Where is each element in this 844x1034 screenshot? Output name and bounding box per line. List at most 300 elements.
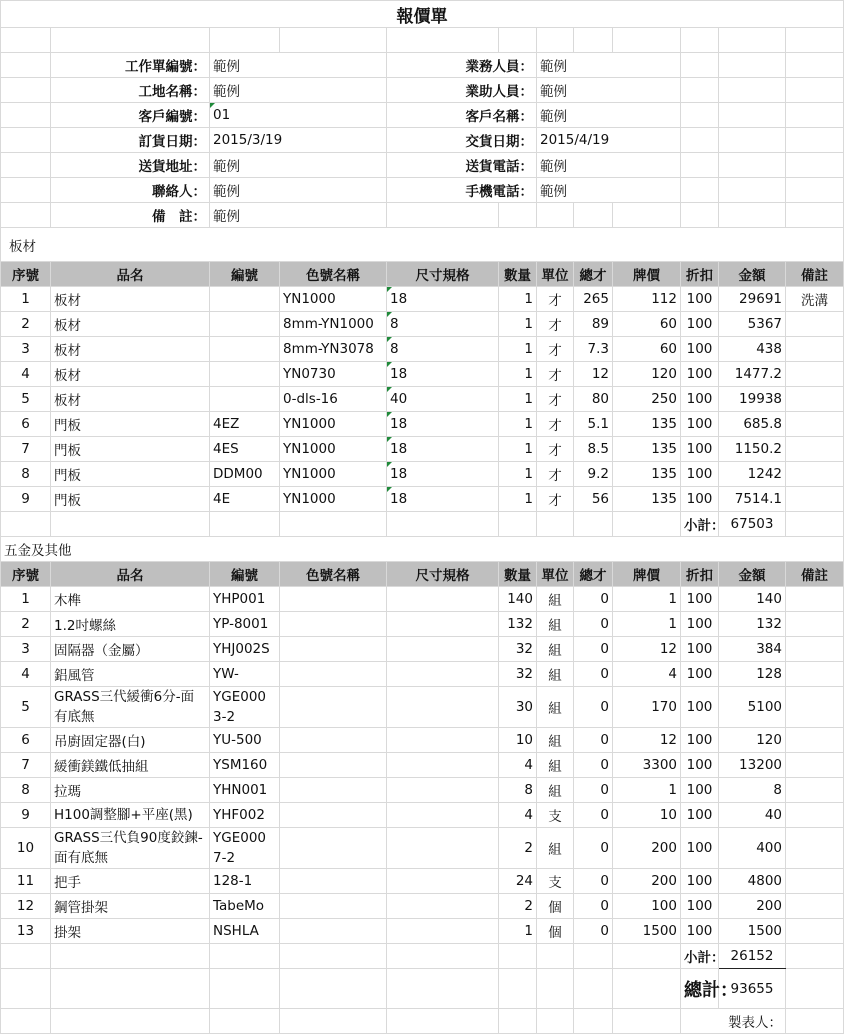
- table-row: [1, 387, 844, 412]
- cell-list-price[interactable]: 3300: [613, 753, 681, 778]
- cell-color[interactable]: [280, 919, 387, 944]
- cell-code[interactable]: YGE000 3-2: [210, 687, 280, 728]
- cell-unit[interactable]: 組: [537, 612, 574, 637]
- cell-list-price[interactable]: 60: [613, 312, 681, 337]
- cell-code[interactable]: TabeMo: [210, 894, 280, 919]
- cell-discount[interactable]: 100: [681, 662, 719, 687]
- cell-list-price[interactable]: 12: [613, 728, 681, 753]
- cell-qty[interactable]: 1: [499, 387, 537, 412]
- cell-discount[interactable]: 100: [681, 919, 719, 944]
- hardware-section-title: 五金及其他: [1, 537, 844, 562]
- mobile-value[interactable]: 範例: [537, 178, 681, 203]
- cell-code[interactable]: YGE000 7-2: [210, 828, 280, 869]
- cell-amount[interactable]: 40: [719, 803, 786, 828]
- cell-note[interactable]: [786, 919, 844, 944]
- cell-qty[interactable]: 140: [499, 587, 537, 612]
- cell-index[interactable]: 1: [1, 587, 51, 612]
- cell-color[interactable]: [280, 687, 387, 728]
- cell-discount[interactable]: 100: [681, 869, 719, 894]
- column-header-qty: 數量: [499, 562, 537, 587]
- column-header-index: 序號: [1, 262, 51, 287]
- cell-note[interactable]: [786, 412, 844, 437]
- cell-name[interactable]: 板材: [51, 337, 210, 362]
- cell-unit[interactable]: 才: [537, 487, 574, 512]
- cell-note[interactable]: [786, 387, 844, 412]
- cell-qty[interactable]: 8: [499, 778, 537, 803]
- cell-list-price[interactable]: 112: [613, 287, 681, 312]
- work-order-label: 工作單編號：: [51, 53, 210, 78]
- cell-code[interactable]: [210, 337, 280, 362]
- cell-note[interactable]: [786, 869, 844, 894]
- cell-amount[interactable]: 128: [719, 662, 786, 687]
- cell-area[interactable]: 0: [574, 587, 613, 612]
- cell-discount[interactable]: 100: [681, 637, 719, 662]
- cell-area[interactable]: 12: [574, 362, 613, 387]
- cell-size[interactable]: 40: [387, 387, 499, 412]
- cell-discount[interactable]: 100: [681, 612, 719, 637]
- cell-area[interactable]: 5.1: [574, 412, 613, 437]
- cell-list-price[interactable]: 4: [613, 662, 681, 687]
- cell-note[interactable]: [786, 778, 844, 803]
- cell-note[interactable]: [786, 462, 844, 487]
- cell-size[interactable]: 18: [387, 462, 499, 487]
- cell-note[interactable]: [786, 487, 844, 512]
- cell-qty[interactable]: 10: [499, 728, 537, 753]
- cell-area[interactable]: 0: [574, 753, 613, 778]
- cell-discount[interactable]: 100: [681, 778, 719, 803]
- cell-area[interactable]: 80: [574, 387, 613, 412]
- cell-name[interactable]: 門板: [51, 437, 210, 462]
- cell-qty[interactable]: 24: [499, 869, 537, 894]
- cell-note[interactable]: [786, 828, 844, 869]
- cell-name[interactable]: H100調整腳+平座(黑): [51, 803, 210, 828]
- cell-discount[interactable]: 100: [681, 437, 719, 462]
- column-header-qty: 數量: [499, 262, 537, 287]
- cell-name[interactable]: 板材: [51, 362, 210, 387]
- cell-amount[interactable]: 1500: [719, 919, 786, 944]
- cell-note[interactable]: [786, 728, 844, 753]
- cell-discount[interactable]: 100: [681, 487, 719, 512]
- cell-color[interactable]: YN1000: [280, 287, 387, 312]
- cell-unit[interactable]: 組: [537, 753, 574, 778]
- cell-list-price[interactable]: 10: [613, 803, 681, 828]
- cell-list-price[interactable]: 120: [613, 362, 681, 387]
- cell-index[interactable]: 12: [1, 894, 51, 919]
- cell-name[interactable]: 把手: [51, 869, 210, 894]
- cell-discount[interactable]: 100: [681, 462, 719, 487]
- address-value[interactable]: 範例: [210, 153, 387, 178]
- cell-amount[interactable]: 438: [719, 337, 786, 362]
- cell-size[interactable]: [387, 869, 499, 894]
- cell-amount[interactable]: 1150.2: [719, 437, 786, 462]
- table-row: [1, 412, 844, 437]
- cell-unit[interactable]: 才: [537, 387, 574, 412]
- cell-discount[interactable]: 100: [681, 287, 719, 312]
- cell-note[interactable]: 洗溝: [786, 287, 844, 312]
- cell-color[interactable]: 8mm-YN3078: [280, 337, 387, 362]
- cell-note[interactable]: [786, 362, 844, 387]
- cell-discount[interactable]: 100: [681, 312, 719, 337]
- order-date-value[interactable]: 2015/3/19: [210, 128, 387, 153]
- cell-unit[interactable]: 組: [537, 687, 574, 728]
- cell-unit[interactable]: 才: [537, 287, 574, 312]
- cell-list-price[interactable]: 200: [613, 828, 681, 869]
- cell-unit[interactable]: 才: [537, 437, 574, 462]
- cell-amount[interactable]: 8: [719, 778, 786, 803]
- cell-qty[interactable]: 1: [499, 412, 537, 437]
- cell-size[interactable]: [387, 637, 499, 662]
- cell-index[interactable]: 5: [1, 687, 51, 728]
- table-row: [1, 337, 844, 362]
- cell-qty[interactable]: 1: [499, 437, 537, 462]
- cell-color[interactable]: [280, 728, 387, 753]
- cell-amount[interactable]: 13200: [719, 753, 786, 778]
- cell-area[interactable]: 7.3: [574, 337, 613, 362]
- cell-code[interactable]: YHF002: [210, 803, 280, 828]
- cell-amount[interactable]: 29691: [719, 287, 786, 312]
- cell-name[interactable]: GRASS三代緩衝6分-面有底無: [51, 687, 210, 728]
- maker-value[interactable]: [786, 1009, 844, 1034]
- cell-name[interactable]: 固隔器（金屬）: [51, 637, 210, 662]
- cell-name[interactable]: 緩衝鎂鐵低抽組: [51, 753, 210, 778]
- cell-color[interactable]: [280, 869, 387, 894]
- cell-qty[interactable]: 32: [499, 637, 537, 662]
- cell-discount[interactable]: 100: [681, 753, 719, 778]
- cell-size[interactable]: [387, 919, 499, 944]
- cell-discount[interactable]: 100: [681, 387, 719, 412]
- cell-unit[interactable]: 組: [537, 778, 574, 803]
- cell-index[interactable]: 8: [1, 778, 51, 803]
- cell-name[interactable]: GRASS三代負90度鉸鍊-面有底無: [51, 828, 210, 869]
- cell-size[interactable]: [387, 803, 499, 828]
- cell-area[interactable]: 8.5: [574, 437, 613, 462]
- cell-index[interactable]: 6: [1, 728, 51, 753]
- cell-amount[interactable]: 200: [719, 894, 786, 919]
- cell-code[interactable]: 4E: [210, 487, 280, 512]
- cell-name[interactable]: 1.2吋螺絲: [51, 612, 210, 637]
- cell-size[interactable]: [387, 778, 499, 803]
- cell-name[interactable]: 門板: [51, 487, 210, 512]
- cell-code[interactable]: [210, 362, 280, 387]
- cell-index[interactable]: 6: [1, 412, 51, 437]
- cell-code[interactable]: YU-500: [210, 728, 280, 753]
- cell-area[interactable]: 0: [574, 894, 613, 919]
- info-row-6: [1, 178, 844, 203]
- cell-list-price[interactable]: 250: [613, 387, 681, 412]
- cell-name[interactable]: 板材: [51, 287, 210, 312]
- cell-color[interactable]: YN1000: [280, 412, 387, 437]
- cell-size[interactable]: 8: [387, 337, 499, 362]
- contact-label: 聯絡人：: [51, 178, 210, 203]
- cell-color[interactable]: YN1000: [280, 462, 387, 487]
- cell-index[interactable]: 5: [1, 387, 51, 412]
- cell-list-price[interactable]: 60: [613, 337, 681, 362]
- cell-code[interactable]: YW-: [210, 662, 280, 687]
- cell-discount[interactable]: 100: [681, 412, 719, 437]
- cell-index[interactable]: 1: [1, 287, 51, 312]
- cell-color[interactable]: [280, 753, 387, 778]
- cell-size[interactable]: [387, 728, 499, 753]
- cell-name[interactable]: 吊廚固定器(白): [51, 728, 210, 753]
- cell-name[interactable]: 門板: [51, 462, 210, 487]
- cell-amount[interactable]: 120: [719, 728, 786, 753]
- cell-area[interactable]: 0: [574, 803, 613, 828]
- cell-index[interactable]: 10: [1, 828, 51, 869]
- cell-index[interactable]: 8: [1, 462, 51, 487]
- cell-size[interactable]: 18: [387, 287, 499, 312]
- cell-index[interactable]: 3: [1, 337, 51, 362]
- cell-color[interactable]: YN0730: [280, 362, 387, 387]
- cell-index[interactable]: 9: [1, 803, 51, 828]
- cell-qty[interactable]: 2: [499, 828, 537, 869]
- cell-index[interactable]: 7: [1, 753, 51, 778]
- cell-color[interactable]: [280, 637, 387, 662]
- table-row: [1, 362, 844, 387]
- cell-note[interactable]: [786, 687, 844, 728]
- total-row: [1, 969, 844, 1009]
- cell-index[interactable]: 3: [1, 637, 51, 662]
- note-value[interactable]: 範例: [210, 203, 387, 228]
- cell-code[interactable]: YHJ002S: [210, 637, 280, 662]
- info-row-2: [1, 78, 844, 103]
- cell-name[interactable]: 門板: [51, 412, 210, 437]
- table-row: [1, 462, 844, 487]
- cell-name[interactable]: 鋁風管: [51, 662, 210, 687]
- cell-note[interactable]: [786, 803, 844, 828]
- cell-unit[interactable]: 才: [537, 337, 574, 362]
- cell-color[interactable]: [280, 828, 387, 869]
- cell-size[interactable]: [387, 612, 499, 637]
- cell-code[interactable]: NSHLA: [210, 919, 280, 944]
- cell-area[interactable]: 9.2: [574, 462, 613, 487]
- cell-code[interactable]: [210, 312, 280, 337]
- site-value[interactable]: 範例: [210, 78, 387, 103]
- cell-unit[interactable]: 組: [537, 662, 574, 687]
- cell-qty[interactable]: 1: [499, 312, 537, 337]
- cell-area[interactable]: 0: [574, 687, 613, 728]
- cell-qty[interactable]: 4: [499, 803, 537, 828]
- cell-list-price[interactable]: 135: [613, 437, 681, 462]
- cell-note[interactable]: [786, 662, 844, 687]
- cell-unit[interactable]: 個: [537, 919, 574, 944]
- cell-discount[interactable]: 100: [681, 728, 719, 753]
- cell-area[interactable]: 89: [574, 312, 613, 337]
- cell-index[interactable]: 11: [1, 869, 51, 894]
- cell-size[interactable]: [387, 662, 499, 687]
- cell-area[interactable]: 0: [574, 612, 613, 637]
- cell-note[interactable]: [786, 587, 844, 612]
- cell-note[interactable]: [786, 437, 844, 462]
- cell-color[interactable]: [280, 803, 387, 828]
- cell-discount[interactable]: 100: [681, 803, 719, 828]
- table-row: [1, 662, 844, 687]
- cell-area[interactable]: 0: [574, 728, 613, 753]
- cell-note[interactable]: [786, 753, 844, 778]
- assistant-label: 業助人員：: [387, 78, 537, 103]
- cell-size[interactable]: 18: [387, 437, 499, 462]
- cell-list-price[interactable]: 135: [613, 412, 681, 437]
- cell-qty[interactable]: 32: [499, 662, 537, 687]
- cell-amount[interactable]: 5367: [719, 312, 786, 337]
- cell-code[interactable]: YP-8001: [210, 612, 280, 637]
- cell-list-price[interactable]: 200: [613, 869, 681, 894]
- table-row: [1, 687, 844, 728]
- cell-area[interactable]: 56: [574, 487, 613, 512]
- cell-name[interactable]: 鋼管掛架: [51, 894, 210, 919]
- cell-index[interactable]: 7: [1, 437, 51, 462]
- cell-discount[interactable]: 100: [681, 828, 719, 869]
- assistant-value[interactable]: 範例: [537, 78, 681, 103]
- cell-code[interactable]: YHP001: [210, 587, 280, 612]
- cell-code[interactable]: YSM160: [210, 753, 280, 778]
- cell-name[interactable]: 板材: [51, 312, 210, 337]
- cell-color[interactable]: YN1000: [280, 487, 387, 512]
- cell-size[interactable]: [387, 753, 499, 778]
- cell-amount[interactable]: 384: [719, 637, 786, 662]
- cell-index[interactable]: 13: [1, 919, 51, 944]
- cell-name[interactable]: 拉瑪: [51, 778, 210, 803]
- cell-color[interactable]: [280, 587, 387, 612]
- delivery-date-value[interactable]: 2015/4/19: [537, 128, 681, 153]
- cell-amount[interactable]: 7514.1: [719, 487, 786, 512]
- cell-unit[interactable]: 支: [537, 803, 574, 828]
- cell-unit[interactable]: 組: [537, 728, 574, 753]
- cell-list-price[interactable]: 135: [613, 487, 681, 512]
- cell-discount[interactable]: 100: [681, 687, 719, 728]
- cell-unit[interactable]: 才: [537, 412, 574, 437]
- cell-unit[interactable]: 才: [537, 312, 574, 337]
- cell-unit[interactable]: 組: [537, 828, 574, 869]
- cell-index[interactable]: 2: [1, 312, 51, 337]
- column-header-unit: 單位: [537, 262, 574, 287]
- cell-list-price[interactable]: 1: [613, 778, 681, 803]
- cell-list-price[interactable]: 1500: [613, 919, 681, 944]
- cell-amount[interactable]: 132: [719, 612, 786, 637]
- cell-code[interactable]: [210, 287, 280, 312]
- table-row: [1, 637, 844, 662]
- cell-amount[interactable]: 1242: [719, 462, 786, 487]
- cell-amount[interactable]: 140: [719, 587, 786, 612]
- cell-color[interactable]: [280, 612, 387, 637]
- cell-discount[interactable]: 100: [681, 894, 719, 919]
- cell-qty[interactable]: 1: [499, 919, 537, 944]
- cell-area[interactable]: 0: [574, 662, 613, 687]
- cell-size[interactable]: [387, 687, 499, 728]
- cell-code[interactable]: 128-1: [210, 869, 280, 894]
- cell-amount[interactable]: 1477.2: [719, 362, 786, 387]
- cell-unit[interactable]: 才: [537, 362, 574, 387]
- cell-discount[interactable]: 100: [681, 337, 719, 362]
- cell-color[interactable]: [280, 894, 387, 919]
- cell-list-price[interactable]: 135: [613, 462, 681, 487]
- cell-code[interactable]: YHN001: [210, 778, 280, 803]
- cell-size[interactable]: [387, 828, 499, 869]
- cell-list-price[interactable]: 12: [613, 637, 681, 662]
- cell-amount[interactable]: 400: [719, 828, 786, 869]
- cell-amount[interactable]: 4800: [719, 869, 786, 894]
- cell-code[interactable]: 4EZ: [210, 412, 280, 437]
- cell-list-price[interactable]: 1: [613, 587, 681, 612]
- cell-note[interactable]: [786, 312, 844, 337]
- cell-size[interactable]: 18: [387, 487, 499, 512]
- cell-name[interactable]: 板材: [51, 387, 210, 412]
- cell-qty[interactable]: 30: [499, 687, 537, 728]
- cell-index[interactable]: 4: [1, 362, 51, 387]
- cell-size[interactable]: 8: [387, 312, 499, 337]
- cell-qty[interactable]: 1: [499, 337, 537, 362]
- client-no-value[interactable]: 01: [210, 103, 387, 128]
- cell-area[interactable]: 0: [574, 778, 613, 803]
- cell-index[interactable]: 9: [1, 487, 51, 512]
- cell-note[interactable]: [786, 612, 844, 637]
- contact-value[interactable]: 範例: [210, 178, 387, 203]
- work-order-value[interactable]: 範例: [210, 53, 387, 78]
- cell-amount[interactable]: 5100: [719, 687, 786, 728]
- cell-unit[interactable]: 個: [537, 894, 574, 919]
- cell-area[interactable]: 0: [574, 869, 613, 894]
- cell-size[interactable]: 18: [387, 362, 499, 387]
- cell-code[interactable]: 4ES: [210, 437, 280, 462]
- cell-color[interactable]: YN1000: [280, 437, 387, 462]
- table-row: [1, 287, 844, 312]
- cell-code[interactable]: DDM00: [210, 462, 280, 487]
- cell-index[interactable]: 4: [1, 662, 51, 687]
- cell-list-price[interactable]: 170: [613, 687, 681, 728]
- cell-qty[interactable]: 1: [499, 287, 537, 312]
- cell-note[interactable]: [786, 337, 844, 362]
- cell-qty[interactable]: 132: [499, 612, 537, 637]
- cell-qty[interactable]: 2: [499, 894, 537, 919]
- cell-name[interactable]: 木榫: [51, 587, 210, 612]
- cell-note[interactable]: [786, 894, 844, 919]
- cell-unit[interactable]: 組: [537, 637, 574, 662]
- cell-color[interactable]: [280, 778, 387, 803]
- cell-size[interactable]: 18: [387, 412, 499, 437]
- cell-list-price[interactable]: 100: [613, 894, 681, 919]
- cell-qty[interactable]: 4: [499, 753, 537, 778]
- cell-amount[interactable]: 685.8: [719, 412, 786, 437]
- cell-qty[interactable]: 1: [499, 487, 537, 512]
- delivery-phone-value[interactable]: 範例: [537, 153, 681, 178]
- cell-unit[interactable]: 才: [537, 462, 574, 487]
- subtotal-value: 26152: [719, 944, 786, 969]
- cell-size[interactable]: [387, 894, 499, 919]
- cell-index[interactable]: 2: [1, 612, 51, 637]
- cell-note[interactable]: [786, 637, 844, 662]
- cell-list-price[interactable]: 1: [613, 612, 681, 637]
- cell-qty[interactable]: 1: [499, 462, 537, 487]
- cell-unit[interactable]: 組: [537, 587, 574, 612]
- client-name-value[interactable]: 範例: [537, 103, 681, 128]
- cell-area[interactable]: 0: [574, 637, 613, 662]
- cell-area[interactable]: 0: [574, 828, 613, 869]
- cell-color[interactable]: [280, 662, 387, 687]
- cell-size[interactable]: [387, 587, 499, 612]
- cell-qty[interactable]: 1: [499, 362, 537, 387]
- cell-discount[interactable]: 100: [681, 362, 719, 387]
- total-value: 93655: [719, 969, 786, 1009]
- cell-amount[interactable]: 19938: [719, 387, 786, 412]
- cell-area[interactable]: 0: [574, 919, 613, 944]
- cell-unit[interactable]: 支: [537, 869, 574, 894]
- cell-area[interactable]: 265: [574, 287, 613, 312]
- cell-discount[interactable]: 100: [681, 587, 719, 612]
- cell-code[interactable]: [210, 387, 280, 412]
- cell-color[interactable]: 8mm-YN1000: [280, 312, 387, 337]
- cell-name[interactable]: 掛架: [51, 919, 210, 944]
- cell-color[interactable]: 0-dls-16: [280, 387, 387, 412]
- sales-value[interactable]: 範例: [537, 53, 681, 78]
